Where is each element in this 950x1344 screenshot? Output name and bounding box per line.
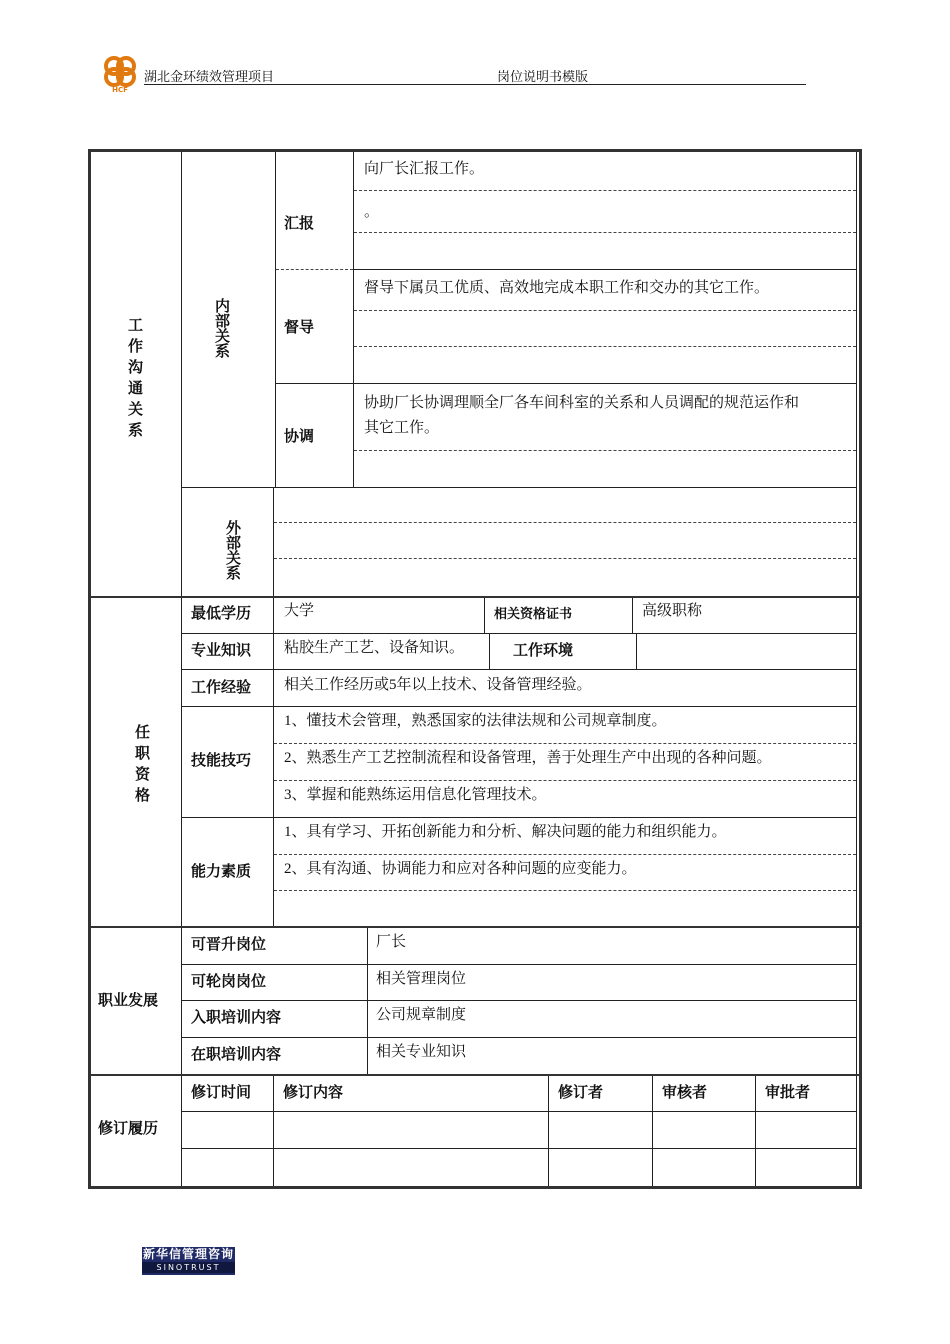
inservice-training-label: 在职培训内容 xyxy=(191,1045,282,1063)
col-divider-content xyxy=(353,152,354,487)
skill-item: 1、懂技术会管理，熟悉国家的法律法规和公司规章制度。 xyxy=(284,713,667,729)
col-divider-right xyxy=(856,928,857,1074)
col-divider-internal xyxy=(275,152,276,487)
col-divider xyxy=(755,1076,756,1186)
dashed-separator xyxy=(354,310,856,311)
dashed-separator xyxy=(274,890,856,891)
section-divider xyxy=(91,1074,859,1076)
dashed-separator xyxy=(276,269,353,270)
dashed-separator xyxy=(274,780,856,781)
col-divider-label xyxy=(273,598,274,926)
coordinate-label: 协调 xyxy=(284,427,315,445)
section-qualification: 任职资格 xyxy=(133,724,151,808)
dashed-separator xyxy=(354,450,856,451)
footer-logo-en: SINOTRUST xyxy=(142,1262,235,1273)
rotation-label: 可轮岗岗位 xyxy=(191,972,267,990)
row-divider xyxy=(182,706,856,707)
revision-col-approver: 审批者 xyxy=(765,1083,811,1101)
revision-col-reviewer: 审核者 xyxy=(662,1083,708,1101)
dashed-separator xyxy=(274,743,856,744)
education-value: 大学 xyxy=(284,603,315,619)
row-divider xyxy=(182,817,856,818)
col-divider-right xyxy=(856,598,857,926)
dashed-separator xyxy=(354,190,856,191)
section-revision: 修订履历 xyxy=(98,1119,159,1137)
section-divider xyxy=(91,596,859,598)
knowledge-value: 粘胶生产工艺、设备知识。 xyxy=(284,640,465,656)
knowledge-label: 专业知识 xyxy=(191,641,252,659)
dashed-separator xyxy=(354,346,856,347)
certificate-value: 高级职称 xyxy=(642,603,703,619)
logo-text: HCF xyxy=(112,86,128,93)
row-divider xyxy=(182,1148,856,1149)
experience-label: 工作经验 xyxy=(191,678,252,696)
external-relations-label: 外部关系 xyxy=(224,520,242,580)
col-divider-external xyxy=(273,487,274,596)
row-divider xyxy=(182,1111,856,1112)
internal-relations-label: 内部关系 xyxy=(213,298,231,358)
row-divider xyxy=(276,383,856,384)
col-divider xyxy=(632,598,633,633)
skill-item: 3、掌握和能熟练运用信息化管理技术。 xyxy=(284,787,547,803)
report-line1: 向厂长汇报工作。 xyxy=(364,161,485,177)
promotion-value: 厂长 xyxy=(376,934,407,950)
skill-item: 2、熟悉生产工艺控制流程和设备管理，善于处理生产中出现的各种问题。 xyxy=(284,750,772,766)
col-divider xyxy=(484,598,485,633)
dashed-separator xyxy=(274,854,856,855)
company-logo xyxy=(101,53,139,93)
report-line2: 。 xyxy=(364,204,380,220)
rotation-value: 相关管理岗位 xyxy=(376,971,467,987)
col-divider xyxy=(652,1076,653,1186)
report-label: 汇报 xyxy=(284,214,315,232)
col-divider xyxy=(489,633,490,669)
supervise-label: 督导 xyxy=(284,318,315,336)
document-title: 岗位说明书模版 xyxy=(497,69,589,84)
education-label: 最低学历 xyxy=(191,604,252,622)
footer-logo xyxy=(142,1247,235,1275)
experience-value: 相关工作经历或5年以上技术、设备管理经验。 xyxy=(284,677,592,693)
header-rule xyxy=(144,84,806,85)
row-divider xyxy=(182,964,856,965)
onboarding-training-label: 入职培训内容 xyxy=(191,1008,282,1026)
environment-label: 工作环境 xyxy=(513,641,574,659)
abilities-label: 能力素质 xyxy=(191,862,252,880)
footer-logo-cn: 新华信管理咨询 xyxy=(142,1247,234,1261)
dashed-separator xyxy=(274,558,856,559)
row-divider xyxy=(182,487,856,488)
col-divider xyxy=(636,633,637,669)
inservice-training-value: 相关专业知识 xyxy=(376,1044,467,1060)
revision-col-content: 修订内容 xyxy=(283,1083,344,1101)
promotion-label: 可晋升岗位 xyxy=(191,935,267,953)
col-divider-right xyxy=(856,1076,857,1186)
col-divider-right xyxy=(856,152,857,596)
col-divider xyxy=(548,1076,549,1186)
row-divider xyxy=(182,1037,856,1038)
onboarding-training-value: 公司规章制度 xyxy=(376,1007,467,1023)
col-divider xyxy=(367,928,368,1074)
coordinate-line2: 其它工作。 xyxy=(364,420,440,436)
project-name: 湖北金环绩效管理项目 xyxy=(144,69,275,84)
ability-item: 1、具有学习、开拓创新能力和分析、解决问题的能力和组织能力。 xyxy=(284,824,727,840)
revision-col-reviser: 修订者 xyxy=(558,1083,604,1101)
row-divider xyxy=(182,669,856,670)
dashed-separator xyxy=(274,522,856,523)
section-communication: 工作沟通关系 xyxy=(126,317,144,443)
section-career: 职业发展 xyxy=(98,991,159,1009)
certificate-label: 相关资格证书 xyxy=(494,607,573,622)
row-divider xyxy=(182,633,856,634)
row-divider xyxy=(182,1000,856,1001)
col-divider xyxy=(273,1076,274,1186)
skills-label: 技能技巧 xyxy=(191,751,252,769)
revision-col-date: 修订时间 xyxy=(191,1083,252,1101)
supervise-line1: 督导下属员工优质、高效地完成本职工作和交办的其它工作。 xyxy=(364,280,770,296)
row-divider xyxy=(354,269,856,270)
section-divider xyxy=(91,926,859,928)
coordinate-line1: 协助厂长协调理顺全厂各车间科室的关系和人员调配的规范运作和 xyxy=(364,395,800,411)
dashed-separator xyxy=(354,232,856,233)
ability-item: 2、具有沟通、协调能力和应对各种问题的应变能力。 xyxy=(284,861,637,877)
